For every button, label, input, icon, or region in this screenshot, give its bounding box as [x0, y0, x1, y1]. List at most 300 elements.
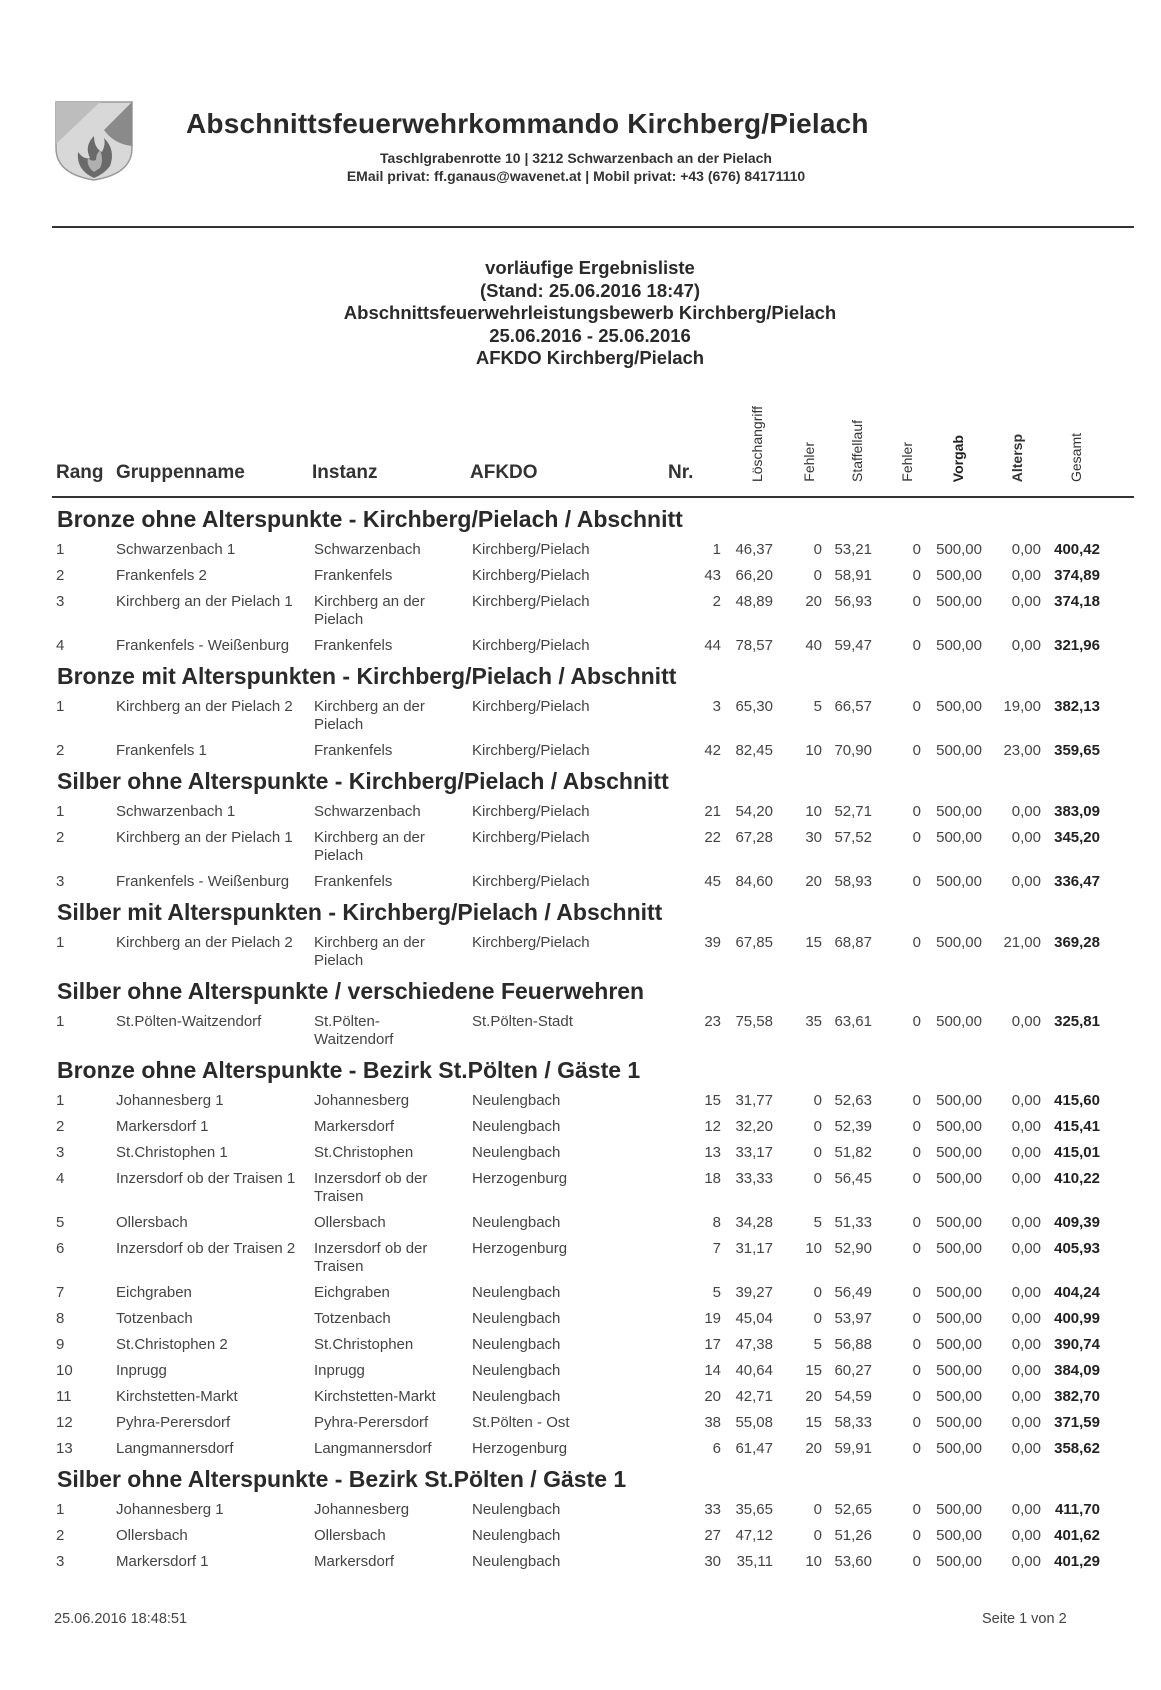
cell-gruppenname: Kirchberg an der Pielach 2 — [116, 934, 293, 951]
cell-instanz: Eichgraben — [314, 1284, 390, 1301]
cell-loeschangriff: 33,33 — [735, 1170, 773, 1187]
cell-staffellauf: 58,93 — [834, 873, 872, 890]
cell-rang: 1 — [56, 541, 65, 558]
cell-vorgab: 500,00 — [936, 1118, 982, 1135]
cell-loeschangriff: 31,77 — [735, 1092, 773, 1109]
cell-rang: 8 — [56, 1310, 65, 1327]
cell-fehler-1: 20 — [805, 1388, 822, 1405]
cell-afkdo: Kirchberg/Pielach — [472, 567, 590, 584]
cell-fehler-1: 15 — [805, 1362, 822, 1379]
cell-staffellauf: 60,27 — [834, 1362, 872, 1379]
table-row — [0, 698, 1161, 733]
col-nr: Nr. — [668, 462, 694, 483]
cell-vorgab: 500,00 — [936, 1092, 982, 1109]
cell-gesamt: 415,01 — [1054, 1144, 1100, 1161]
cell-nr: 27 — [704, 1527, 721, 1544]
cell-nr: 12 — [704, 1118, 721, 1135]
cell-gruppenname: St.Pölten-Waitzendorf — [116, 1013, 262, 1030]
cell-staffellauf: 52,71 — [834, 803, 872, 820]
cell-fehler-1: 0 — [813, 1144, 822, 1161]
cell-instanz: St.Pölten-Waitzendorf — [314, 1013, 394, 1048]
cell-gesamt: 390,74 — [1054, 1336, 1100, 1353]
section-title: Silber ohne Alterspunkte - Kirchberg/Pielach / Abschnitt — [57, 768, 669, 794]
cell-loeschangriff: 82,45 — [735, 742, 773, 759]
cell-gesamt: 371,59 — [1054, 1414, 1100, 1431]
cell-instanz: Frankenfels — [314, 637, 393, 654]
cell-fehler-2: 0 — [912, 1144, 921, 1161]
cell-nr: 8 — [712, 1214, 721, 1231]
cell-altersp: 0,00 — [1011, 1214, 1041, 1231]
cell-rang: 3 — [56, 593, 65, 610]
cell-gesamt: 415,60 — [1054, 1092, 1100, 1109]
cell-afkdo: Kirchberg/Pielach — [472, 541, 590, 558]
cell-instanz: Markersdorf — [314, 1118, 395, 1135]
cell-gruppenname: Johannesberg 1 — [116, 1092, 224, 1109]
col-gesamt: Gesamt — [1068, 432, 1084, 482]
cell-vorgab: 500,00 — [936, 1527, 982, 1544]
cell-rang: 2 — [56, 1118, 65, 1135]
cell-gesamt: 325,81 — [1054, 1013, 1100, 1030]
cell-instanz: Schwarzenbach — [314, 803, 421, 820]
cell-gesamt: 410,22 — [1054, 1170, 1100, 1187]
cell-staffellauf: 53,60 — [834, 1553, 872, 1570]
cell-instanz: Markersdorf — [314, 1553, 395, 1570]
cell-gruppenname: Johannesberg 1 — [116, 1501, 224, 1518]
cell-fehler-2: 0 — [912, 803, 921, 820]
cell-gesamt: 345,20 — [1054, 829, 1100, 846]
cell-rang: 5 — [56, 1214, 65, 1231]
cell-afkdo: Kirchberg/Pielach — [472, 593, 590, 610]
cell-loeschangriff: 75,58 — [735, 1013, 773, 1030]
cell-loeschangriff: 45,04 — [735, 1310, 773, 1327]
cell-fehler-1: 15 — [805, 1414, 822, 1431]
cell-gruppenname: Frankenfels - Weißenburg — [116, 637, 290, 654]
cell-vorgab: 500,00 — [936, 1310, 982, 1327]
cell-rang: 4 — [56, 1170, 65, 1187]
cell-loeschangriff: 66,20 — [735, 567, 773, 584]
cell-altersp: 0,00 — [1011, 1092, 1041, 1109]
cell-staffellauf: 58,33 — [834, 1414, 872, 1431]
table-row — [0, 1310, 1161, 1330]
cell-staffellauf: 51,82 — [834, 1144, 872, 1161]
cell-staffellauf: 63,61 — [834, 1013, 872, 1030]
cell-altersp: 0,00 — [1011, 1336, 1041, 1353]
cell-fehler-2: 0 — [912, 1440, 921, 1457]
cell-altersp: 21,00 — [1003, 934, 1041, 951]
cell-loeschangriff: 42,71 — [735, 1388, 773, 1405]
cell-fehler-1: 20 — [805, 1440, 822, 1457]
cell-rang: 9 — [56, 1336, 65, 1353]
cell-rang: 6 — [56, 1240, 65, 1257]
table-row — [0, 1013, 1161, 1048]
cell-afkdo: Neulengbach — [472, 1362, 561, 1379]
cell-rang: 3 — [56, 1553, 65, 1570]
cell-altersp: 0,00 — [1011, 1414, 1041, 1431]
cell-altersp: 0,00 — [1011, 1362, 1041, 1379]
cell-staffellauf: 52,39 — [834, 1118, 872, 1135]
cell-gruppenname: Eichgraben — [116, 1284, 192, 1301]
cell-staffellauf: 56,93 — [834, 593, 872, 610]
cell-staffellauf: 52,65 — [834, 1501, 872, 1518]
cell-rang: 4 — [56, 637, 65, 654]
cell-altersp: 0,00 — [1011, 1144, 1041, 1161]
col-vorgab: Vorgab — [950, 434, 966, 482]
header-divider — [52, 226, 1134, 228]
cell-fehler-2: 0 — [912, 1501, 921, 1518]
organization-logo — [54, 100, 134, 182]
cell-loeschangriff: 48,89 — [735, 593, 773, 610]
cell-gruppenname: Totzenbach — [116, 1310, 193, 1327]
cell-fehler-1: 0 — [813, 1092, 822, 1109]
cell-afkdo: Kirchberg/Pielach — [472, 637, 590, 654]
cell-loeschangriff: 46,37 — [735, 541, 773, 558]
cell-rang: 7 — [56, 1284, 65, 1301]
cell-rang: 1 — [56, 1092, 65, 1109]
cell-fehler-2: 0 — [912, 1414, 921, 1431]
cell-fehler-1: 0 — [813, 1501, 822, 1518]
cell-staffellauf: 58,91 — [834, 567, 872, 584]
org-title: Abschnittsfeuerwehrkommando Kirchberg/Pielach — [186, 108, 869, 139]
col-altersp: Altersp — [1009, 433, 1025, 482]
cell-rang: 1 — [56, 1013, 65, 1030]
cell-staffellauf: 52,90 — [834, 1240, 872, 1257]
table-row — [0, 1440, 1161, 1460]
cell-staffellauf: 52,63 — [834, 1092, 872, 1109]
cell-fehler-2: 0 — [912, 1170, 921, 1187]
cell-gruppenname: Kirchberg an der Pielach 2 — [116, 698, 293, 715]
cell-rang: 12 — [56, 1414, 73, 1431]
cell-rang: 13 — [56, 1440, 73, 1457]
cell-fehler-1: 0 — [813, 1170, 822, 1187]
cell-gruppenname: Frankenfels 2 — [116, 567, 207, 584]
cell-staffellauf: 51,26 — [834, 1527, 872, 1544]
cell-vorgab: 500,00 — [936, 1362, 982, 1379]
section-title: Bronze mit Alterspunkten - Kirchberg/Pielach / Abschnitt — [57, 663, 677, 689]
table-row — [0, 1336, 1161, 1356]
cell-nr: 2 — [712, 593, 721, 610]
cell-gruppenname: Schwarzenbach 1 — [116, 803, 236, 820]
table-row — [0, 1414, 1161, 1434]
cell-nr: 43 — [704, 567, 721, 584]
col-instanz: Instanz — [312, 462, 378, 483]
cell-nr: 6 — [712, 1440, 721, 1457]
section-title: Silber ohne Alterspunkte - Bezirk St.Pölten / Gäste 1 — [57, 1466, 627, 1492]
cell-vorgab: 500,00 — [936, 742, 982, 759]
cell-fehler-1: 0 — [813, 1310, 822, 1327]
cell-fehler-2: 0 — [912, 1013, 921, 1030]
cell-fehler-2: 0 — [912, 742, 921, 759]
cell-fehler-1: 5 — [813, 698, 822, 715]
cell-nr: 18 — [704, 1170, 721, 1187]
table-row — [0, 934, 1161, 969]
cell-gruppenname: Schwarzenbach 1 — [116, 541, 236, 558]
col-gruppenname: Gruppenname — [116, 462, 245, 483]
cell-staffellauf: 56,49 — [834, 1284, 872, 1301]
table-row — [0, 1284, 1161, 1304]
cell-fehler-1: 0 — [813, 1118, 822, 1135]
cell-fehler-2: 0 — [912, 541, 921, 558]
cell-instanz: Johannesberg — [314, 1092, 410, 1109]
cell-vorgab: 500,00 — [936, 1501, 982, 1518]
cell-fehler-2: 0 — [912, 1388, 921, 1405]
cell-nr: 17 — [704, 1336, 721, 1353]
cell-rang: 2 — [56, 567, 65, 584]
table-row — [0, 1388, 1161, 1408]
cell-gruppenname: Frankenfels - Weißenburg — [116, 873, 290, 890]
cell-fehler-2: 0 — [912, 698, 921, 715]
cell-instanz: Frankenfels — [314, 873, 393, 890]
cell-gesamt: 400,42 — [1054, 541, 1100, 558]
cell-instanz: Inzersdorf ob der Traisen — [314, 1240, 428, 1275]
cell-fehler-1: 35 — [805, 1013, 822, 1030]
cell-gruppenname: St.Christophen 1 — [116, 1144, 228, 1161]
cell-nr: 23 — [704, 1013, 721, 1030]
cell-nr: 39 — [704, 934, 721, 951]
cell-fehler-1: 15 — [805, 934, 822, 951]
cell-staffellauf: 51,33 — [834, 1214, 872, 1231]
cell-loeschangriff: 84,60 — [735, 873, 773, 890]
cell-fehler-1: 5 — [813, 1214, 822, 1231]
report-title: vorläufige Ergebnisliste — [485, 257, 695, 278]
cell-afkdo: Neulengbach — [472, 1310, 561, 1327]
cell-gesamt: 374,89 — [1054, 567, 1100, 584]
cell-loeschangriff: 39,27 — [735, 1284, 773, 1301]
cell-staffellauf: 59,91 — [834, 1440, 872, 1457]
org-contact: EMail privat: ff.ganaus@wavenet.at | Mobil privat: +43 (676) 84171110 — [346, 168, 806, 184]
cell-instanz: Langmannersdorf — [314, 1440, 432, 1457]
cell-gesamt: 382,70 — [1054, 1388, 1100, 1405]
cell-vorgab: 500,00 — [936, 1414, 982, 1431]
cell-gruppenname: Ollersbach — [116, 1214, 188, 1231]
cell-gruppenname: Markersdorf 1 — [116, 1553, 209, 1570]
cell-rang: 2 — [56, 742, 65, 759]
cell-loeschangriff: 55,08 — [735, 1414, 773, 1431]
cell-nr: 15 — [704, 1092, 721, 1109]
cell-instanz: St.Christophen — [314, 1144, 414, 1161]
cell-gruppenname: Frankenfels 1 — [116, 742, 207, 759]
cell-rang: 11 — [56, 1388, 72, 1405]
cell-vorgab: 500,00 — [936, 873, 982, 890]
cell-nr: 30 — [704, 1553, 721, 1570]
cell-instanz: Pyhra-Perersdorf — [314, 1414, 429, 1431]
cell-vorgab: 500,00 — [936, 829, 982, 846]
col-rang: Rang — [56, 462, 104, 483]
cell-altersp: 0,00 — [1011, 1284, 1041, 1301]
cell-nr: 42 — [704, 742, 721, 759]
cell-afkdo: Neulengbach — [472, 1501, 561, 1518]
cell-altersp: 0,00 — [1011, 1440, 1041, 1457]
cell-vorgab: 500,00 — [936, 1214, 982, 1231]
org-address: Taschlgrabenrotte 10 | 3212 Schwarzenbach an der Pielach — [380, 150, 772, 166]
footer-page-number: Seite 1 von 2 — [982, 1611, 1067, 1627]
cell-instanz: Frankenfels — [314, 567, 393, 584]
cell-nr: 13 — [704, 1144, 721, 1161]
cell-altersp: 0,00 — [1011, 1118, 1041, 1135]
cell-afkdo: Neulengbach — [472, 1144, 561, 1161]
cell-afkdo: Neulengbach — [472, 1336, 561, 1353]
cell-loeschangriff: 65,30 — [735, 698, 773, 715]
cell-altersp: 0,00 — [1011, 1388, 1041, 1405]
cell-loeschangriff: 67,28 — [735, 829, 773, 846]
cell-loeschangriff: 34,28 — [735, 1214, 773, 1231]
cell-staffellauf: 56,88 — [834, 1336, 872, 1353]
cell-vorgab: 500,00 — [936, 1240, 982, 1257]
cell-fehler-2: 0 — [912, 1092, 921, 1109]
cell-afkdo: Neulengbach — [472, 1388, 561, 1405]
cell-nr: 14 — [704, 1362, 721, 1379]
cell-loeschangriff: 67,85 — [735, 934, 773, 951]
cell-loeschangriff: 35,11 — [736, 1553, 773, 1570]
cell-vorgab: 500,00 — [936, 541, 982, 558]
cell-rang: 1 — [56, 1501, 65, 1518]
section-title: Bronze ohne Alterspunkte - Kirchberg/Pielach / Abschnitt — [57, 506, 683, 532]
col-fehler-2: Fehler — [899, 442, 915, 482]
cell-afkdo: St.Pölten - Ost — [472, 1414, 570, 1431]
cell-nr: 45 — [704, 873, 721, 890]
table-row — [0, 1553, 1161, 1573]
cell-gesamt: 358,62 — [1054, 1440, 1100, 1457]
report-event: Abschnittsfeuerwehrleistungsbewerb Kirchberg/Pielach — [343, 302, 837, 323]
cell-loeschangriff: 54,20 — [735, 803, 773, 820]
cell-gesamt: 415,41 — [1054, 1118, 1100, 1135]
cell-instanz: Inzersdorf ob der Traisen — [314, 1170, 428, 1205]
cell-afkdo: Neulengbach — [472, 1092, 561, 1109]
cell-instanz: Schwarzenbach — [314, 541, 421, 558]
cell-fehler-1: 10 — [805, 1240, 822, 1257]
cell-fehler-2: 0 — [912, 1310, 921, 1327]
section-title: Silber ohne Alterspunkte / verschiedene Feuerwehren — [57, 978, 645, 1004]
cell-fehler-2: 0 — [912, 1336, 921, 1353]
cell-staffellauf: 53,21 — [834, 541, 872, 558]
cell-gruppenname: Inzersdorf ob der Traisen 1 — [116, 1170, 296, 1187]
cell-gruppenname: Pyhra-Perersdorf — [116, 1414, 231, 1431]
cell-staffellauf: 70,90 — [834, 742, 872, 759]
cell-fehler-1: 0 — [813, 1284, 822, 1301]
cell-staffellauf: 57,52 — [834, 829, 872, 846]
cell-altersp: 0,00 — [1011, 1501, 1041, 1518]
cell-gruppenname: Langmannersdorf — [116, 1440, 234, 1457]
table-row — [0, 1240, 1161, 1275]
report-status: (Stand: 25.06.2016 18:47) — [479, 279, 701, 301]
cell-fehler-1: 30 — [805, 829, 822, 846]
cell-gesamt: 405,93 — [1054, 1240, 1100, 1257]
cell-altersp: 0,00 — [1011, 593, 1041, 610]
cell-nr: 22 — [704, 829, 721, 846]
cell-instanz: Ollersbach — [314, 1527, 386, 1544]
cell-loeschangriff: 47,12 — [735, 1527, 773, 1544]
cell-gruppenname: St.Christophen 2 — [116, 1336, 228, 1353]
cell-fehler-1: 10 — [805, 742, 822, 759]
cell-altersp: 0,00 — [1011, 1527, 1041, 1544]
cell-fehler-2: 0 — [912, 637, 921, 654]
cell-fehler-2: 0 — [912, 1240, 921, 1257]
cell-fehler-1: 20 — [805, 593, 822, 610]
cell-rang: 1 — [56, 803, 65, 820]
cell-loeschangriff: 78,57 — [735, 637, 773, 654]
table-row — [0, 1144, 1161, 1164]
cell-rang: 2 — [56, 829, 65, 846]
cell-fehler-2: 0 — [912, 593, 921, 610]
cell-gesamt: 384,09 — [1054, 1362, 1100, 1379]
report-title-block — [230, 257, 950, 370]
cell-nr: 1 — [712, 541, 721, 558]
cell-fehler-2: 0 — [912, 567, 921, 584]
cell-nr: 7 — [712, 1240, 721, 1257]
cell-altersp: 0,00 — [1011, 541, 1041, 558]
cell-fehler-1: 0 — [813, 541, 822, 558]
table-row — [0, 1527, 1161, 1547]
cell-gruppenname: Kirchberg an der Pielach 1 — [116, 829, 293, 846]
cell-afkdo: Kirchberg/Pielach — [472, 803, 590, 820]
cell-fehler-2: 0 — [912, 1284, 921, 1301]
table-row — [0, 1362, 1161, 1382]
cell-rang: 1 — [56, 698, 65, 715]
cell-gruppenname: Kirchberg an der Pielach 1 — [116, 593, 293, 610]
table-row — [0, 637, 1161, 657]
cell-vorgab: 500,00 — [936, 1553, 982, 1570]
cell-fehler-1: 10 — [805, 803, 822, 820]
cell-instanz: Kirchberg an der Pielach — [314, 934, 425, 969]
cell-afkdo: Kirchberg/Pielach — [472, 698, 590, 715]
cell-instanz: Totzenbach — [314, 1310, 391, 1327]
cell-nr: 5 — [712, 1284, 721, 1301]
cell-instanz: Frankenfels — [314, 742, 393, 759]
table-row — [0, 1092, 1161, 1112]
cell-vorgab: 500,00 — [936, 1284, 982, 1301]
cell-rang: 10 — [56, 1362, 73, 1379]
cell-gesamt: 409,39 — [1054, 1214, 1100, 1231]
cell-afkdo: Neulengbach — [472, 1214, 561, 1231]
cell-rang: 3 — [56, 873, 65, 890]
cell-fehler-1: 20 — [805, 873, 822, 890]
cell-fehler-2: 0 — [912, 1553, 921, 1570]
report-date-range: 25.06.2016 - 25.06.2016 — [489, 324, 691, 346]
cell-vorgab: 500,00 — [936, 1336, 982, 1353]
cell-gesamt: 321,96 — [1054, 637, 1100, 654]
cell-afkdo: Neulengbach — [472, 1284, 561, 1301]
cell-rang: 1 — [56, 934, 65, 951]
cell-altersp: 19,00 — [1003, 698, 1041, 715]
cell-altersp: 0,00 — [1011, 1013, 1041, 1030]
cell-loeschangriff: 33,17 — [735, 1144, 773, 1161]
cell-altersp: 0,00 — [1011, 829, 1041, 846]
cell-instanz: Kirchstetten-Markt — [314, 1388, 436, 1405]
cell-fehler-1: 5 — [813, 1336, 822, 1353]
cell-altersp: 23,00 — [1003, 742, 1041, 759]
cell-instanz: St.Christophen — [314, 1336, 414, 1353]
cell-gesamt: 383,09 — [1054, 803, 1100, 820]
cell-vorgab: 500,00 — [936, 803, 982, 820]
cell-afkdo: Kirchberg/Pielach — [472, 873, 590, 890]
table-row — [0, 1170, 1161, 1205]
cell-altersp: 0,00 — [1011, 1170, 1041, 1187]
cell-instanz: Inprugg — [314, 1362, 365, 1379]
cell-gesamt: 369,28 — [1054, 934, 1100, 951]
col-afkdo: AFKDO — [470, 462, 538, 483]
table-row — [0, 742, 1161, 762]
cell-staffellauf: 53,97 — [834, 1310, 872, 1327]
table-row — [0, 593, 1161, 628]
cell-staffellauf: 54,59 — [834, 1388, 872, 1405]
cell-fehler-2: 0 — [912, 873, 921, 890]
cell-loeschangriff: 35,65 — [735, 1501, 773, 1518]
cell-nr: 19 — [704, 1310, 721, 1327]
cell-vorgab: 500,00 — [936, 637, 982, 654]
cell-loeschangriff: 31,17 — [735, 1240, 773, 1257]
cell-fehler-2: 0 — [912, 1214, 921, 1231]
cell-gesamt: 359,65 — [1054, 742, 1100, 759]
cell-vorgab: 500,00 — [936, 593, 982, 610]
